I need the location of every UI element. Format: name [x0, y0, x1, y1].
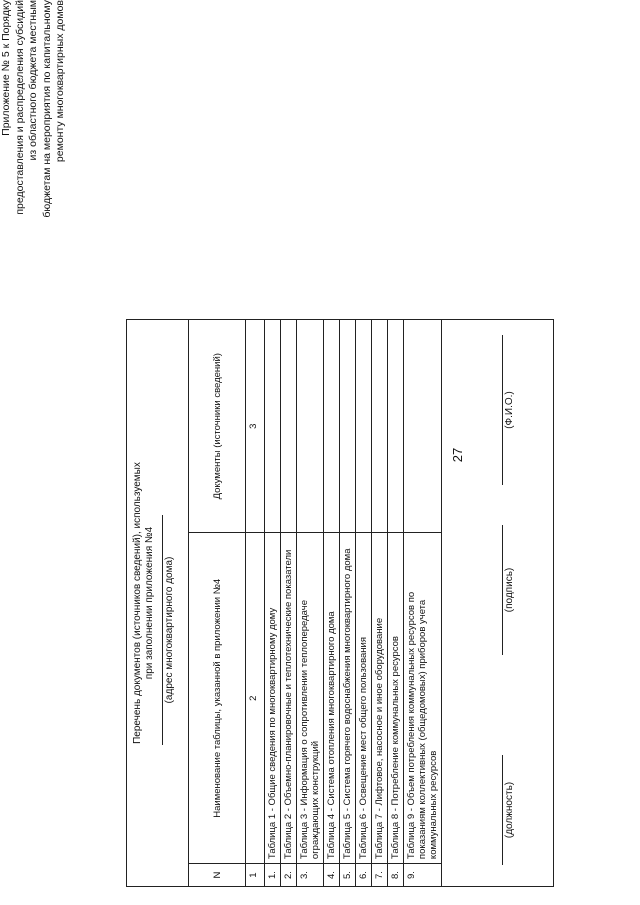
row-num: 8. — [388, 864, 404, 887]
title-line: Перечень документов (источников сведений), используемых — [132, 462, 143, 744]
row-docs-cell[interactable] — [388, 320, 404, 533]
documents-table — [188, 319, 442, 887]
page-number: 27 — [450, 447, 465, 463]
row-name: Таблица 1 - Общие сведения по многоквартирному дому — [265, 533, 281, 864]
header-docs: Документы (источники сведений) — [189, 320, 246, 533]
row-name: Таблица 3 - Информация о сопротивлении теплопередаче ограждающих конструкций — [297, 533, 324, 864]
row-docs-cell[interactable] — [324, 320, 340, 533]
table-row — [324, 320, 340, 887]
signature-sign-label: (подпись) — [502, 525, 515, 655]
column-number: 3 — [246, 320, 265, 533]
row-docs-cell[interactable] — [340, 320, 356, 533]
table-row — [297, 320, 324, 887]
appendix-line: ремонту многоквартирных домов — [54, 0, 66, 163]
header-num: N — [189, 864, 246, 887]
appendix-line: из областного бюджета местным — [27, 0, 39, 161]
row-num: 1. — [265, 864, 281, 887]
row-name: Таблица 7 - Лифтовое, насосное и иное оборудование — [372, 533, 388, 864]
row-docs-cell[interactable] — [281, 320, 297, 533]
document-title — [132, 319, 156, 887]
row-name: Таблица 2 - Объемно-планировочные и теплотехнические показатели — [281, 533, 297, 864]
table-row — [372, 320, 388, 887]
table-row — [388, 320, 404, 887]
row-num: 5. — [340, 864, 356, 887]
signature-name-label: (Ф.И.О.) — [502, 335, 515, 485]
table-header-row — [189, 320, 246, 887]
address-caption: (адрес многоквартирного дома) — [162, 515, 175, 745]
row-num: 9. — [404, 864, 442, 887]
title-line: при заполнении приложения №4 — [144, 526, 155, 680]
column-number: 2 — [246, 533, 265, 864]
row-num: 3. — [297, 864, 324, 887]
appendix-line: предоставления и распределения субсидий — [13, 0, 26, 215]
row-docs-cell[interactable] — [404, 320, 442, 533]
table-row — [404, 320, 442, 887]
table-row — [281, 320, 297, 887]
row-num: 2. — [281, 864, 297, 887]
header-name: Наименование таблицы, указанной в приложении №4 — [189, 533, 246, 864]
appendix-header — [0, 0, 68, 300]
row-docs-cell[interactable] — [265, 320, 281, 533]
row-num: 6. — [356, 864, 372, 887]
appendix-line: бюджетам на мероприятия по капитальному — [40, 0, 53, 218]
appendix-line: Приложение № 5 к Порядку — [0, 0, 12, 136]
row-docs-cell[interactable] — [372, 320, 388, 533]
row-docs-cell[interactable] — [297, 320, 324, 533]
row-docs-cell[interactable] — [356, 320, 372, 533]
signature-position-label: (должность) — [502, 755, 515, 865]
row-name: Таблица 5 - Система горячего водоснабжения многоквартирного дома — [340, 533, 356, 864]
row-name: Таблица 4 - Система отопления многоквартирного дома — [324, 533, 340, 864]
column-number: 1 — [246, 864, 265, 887]
table-row — [340, 320, 356, 887]
row-num: 7. — [372, 864, 388, 887]
column-number-row — [246, 320, 265, 887]
table-row — [265, 320, 281, 887]
row-name: Таблица 8 - Потребление коммунальных ресурсов — [388, 533, 404, 864]
row-name: Таблица 9 - Объем потребления коммунальных ресурсов по показаниям коллективных (общедомовых) приборов учета коммунальных ресурсов — [404, 533, 442, 864]
table-row — [356, 320, 372, 887]
row-name: Таблица 6 - Освещение мест общего пользования — [356, 533, 372, 864]
row-num: 4. — [324, 864, 340, 887]
